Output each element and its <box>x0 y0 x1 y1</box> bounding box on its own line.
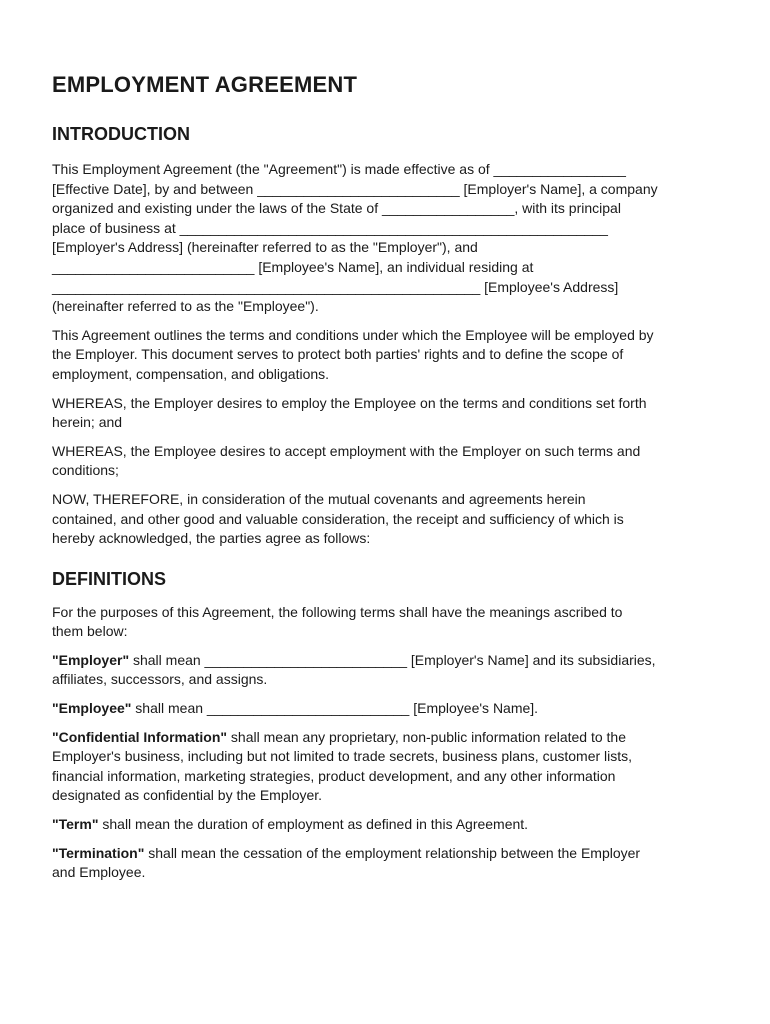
definition-term: "Employer" <box>52 651 130 668</box>
definition-employer <box>52 651 722 690</box>
intro-paragraph-whereas-employer: WHEREAS, the Employer desires to employ the Employee on the terms and conditions set forth herein; and <box>52 394 647 431</box>
definition-text: shall mean any proprietary, non-public information related to the Employer's business, including but not limited to trade secrets, business plans, customer lists, financial information, marketing strategies, product development, and any other information designated as confidential by the Employer. <box>52 728 633 804</box>
introduction-heading: INTRODUCTION <box>52 124 190 144</box>
definition-term: "Termination" <box>52 844 145 861</box>
definition-text: shall mean the cessation of the employment relationship between the Employer and Employee. <box>52 844 641 881</box>
definition-termination <box>52 844 722 883</box>
definition-text: shall mean __________________________ [Employee's Name]. <box>131 700 539 717</box>
intro-paragraph-whereas-employee: WHEREAS, the Employee desires to accept employment with the Employer on such terms and conditions; <box>52 442 641 479</box>
definition-confidential-information <box>52 728 722 806</box>
definitions-heading: DEFINITIONS <box>52 568 167 589</box>
intro-paragraph-parties: This Employment Agreement (the "Agreement") is made effective as of _________________ [Effective Date], by and between __________________________ [Employer's Name], a company organized and existing under the laws of the State of _________________, with its principal place of business at _______________________________________________________ [Employer's Address] (hereinafter referred to as the "Employer"), and __________________________ [Employee's Name], an individual residing at _______________________________________________________ [Employee's Address] (hereinafter referred to as the "Employee"). <box>52 161 658 315</box>
intro-paragraph-now-therefore: NOW, THEREFORE, in consideration of the mutual covenants and agreements herein contained, and other good and valuable consideration, the receipt and sufficiency of which is hereby acknowledged, the parties agree as follows: <box>52 490 624 547</box>
definition-employee <box>52 699 722 719</box>
definition-term: "Employee" <box>52 700 132 717</box>
definition-text: shall mean the duration of employment as defined in this Agreement. <box>98 816 529 833</box>
definition-text: shall mean __________________________ [Employer's Name] and its subsidiaries, affiliates, successors, and assigns. <box>52 651 656 688</box>
definition-term: "Confidential Information" <box>52 728 228 745</box>
intro-paragraph-purpose: This Agreement outlines the terms and conditions under which the Employee will be employed by the Employer. This document serves to protect both parties' rights and to define the scope of employment, compensation, and obligations. <box>52 326 654 382</box>
definitions-intro: For the purposes of this Agreement, the following terms shall have the meanings ascribed to them below: <box>52 603 623 640</box>
document-title: EMPLOYMENT AGREEMENT <box>52 72 358 97</box>
document-page <box>52 70 722 892</box>
definition-term: "Term" <box>52 816 99 833</box>
definition-term-duration <box>52 815 722 835</box>
